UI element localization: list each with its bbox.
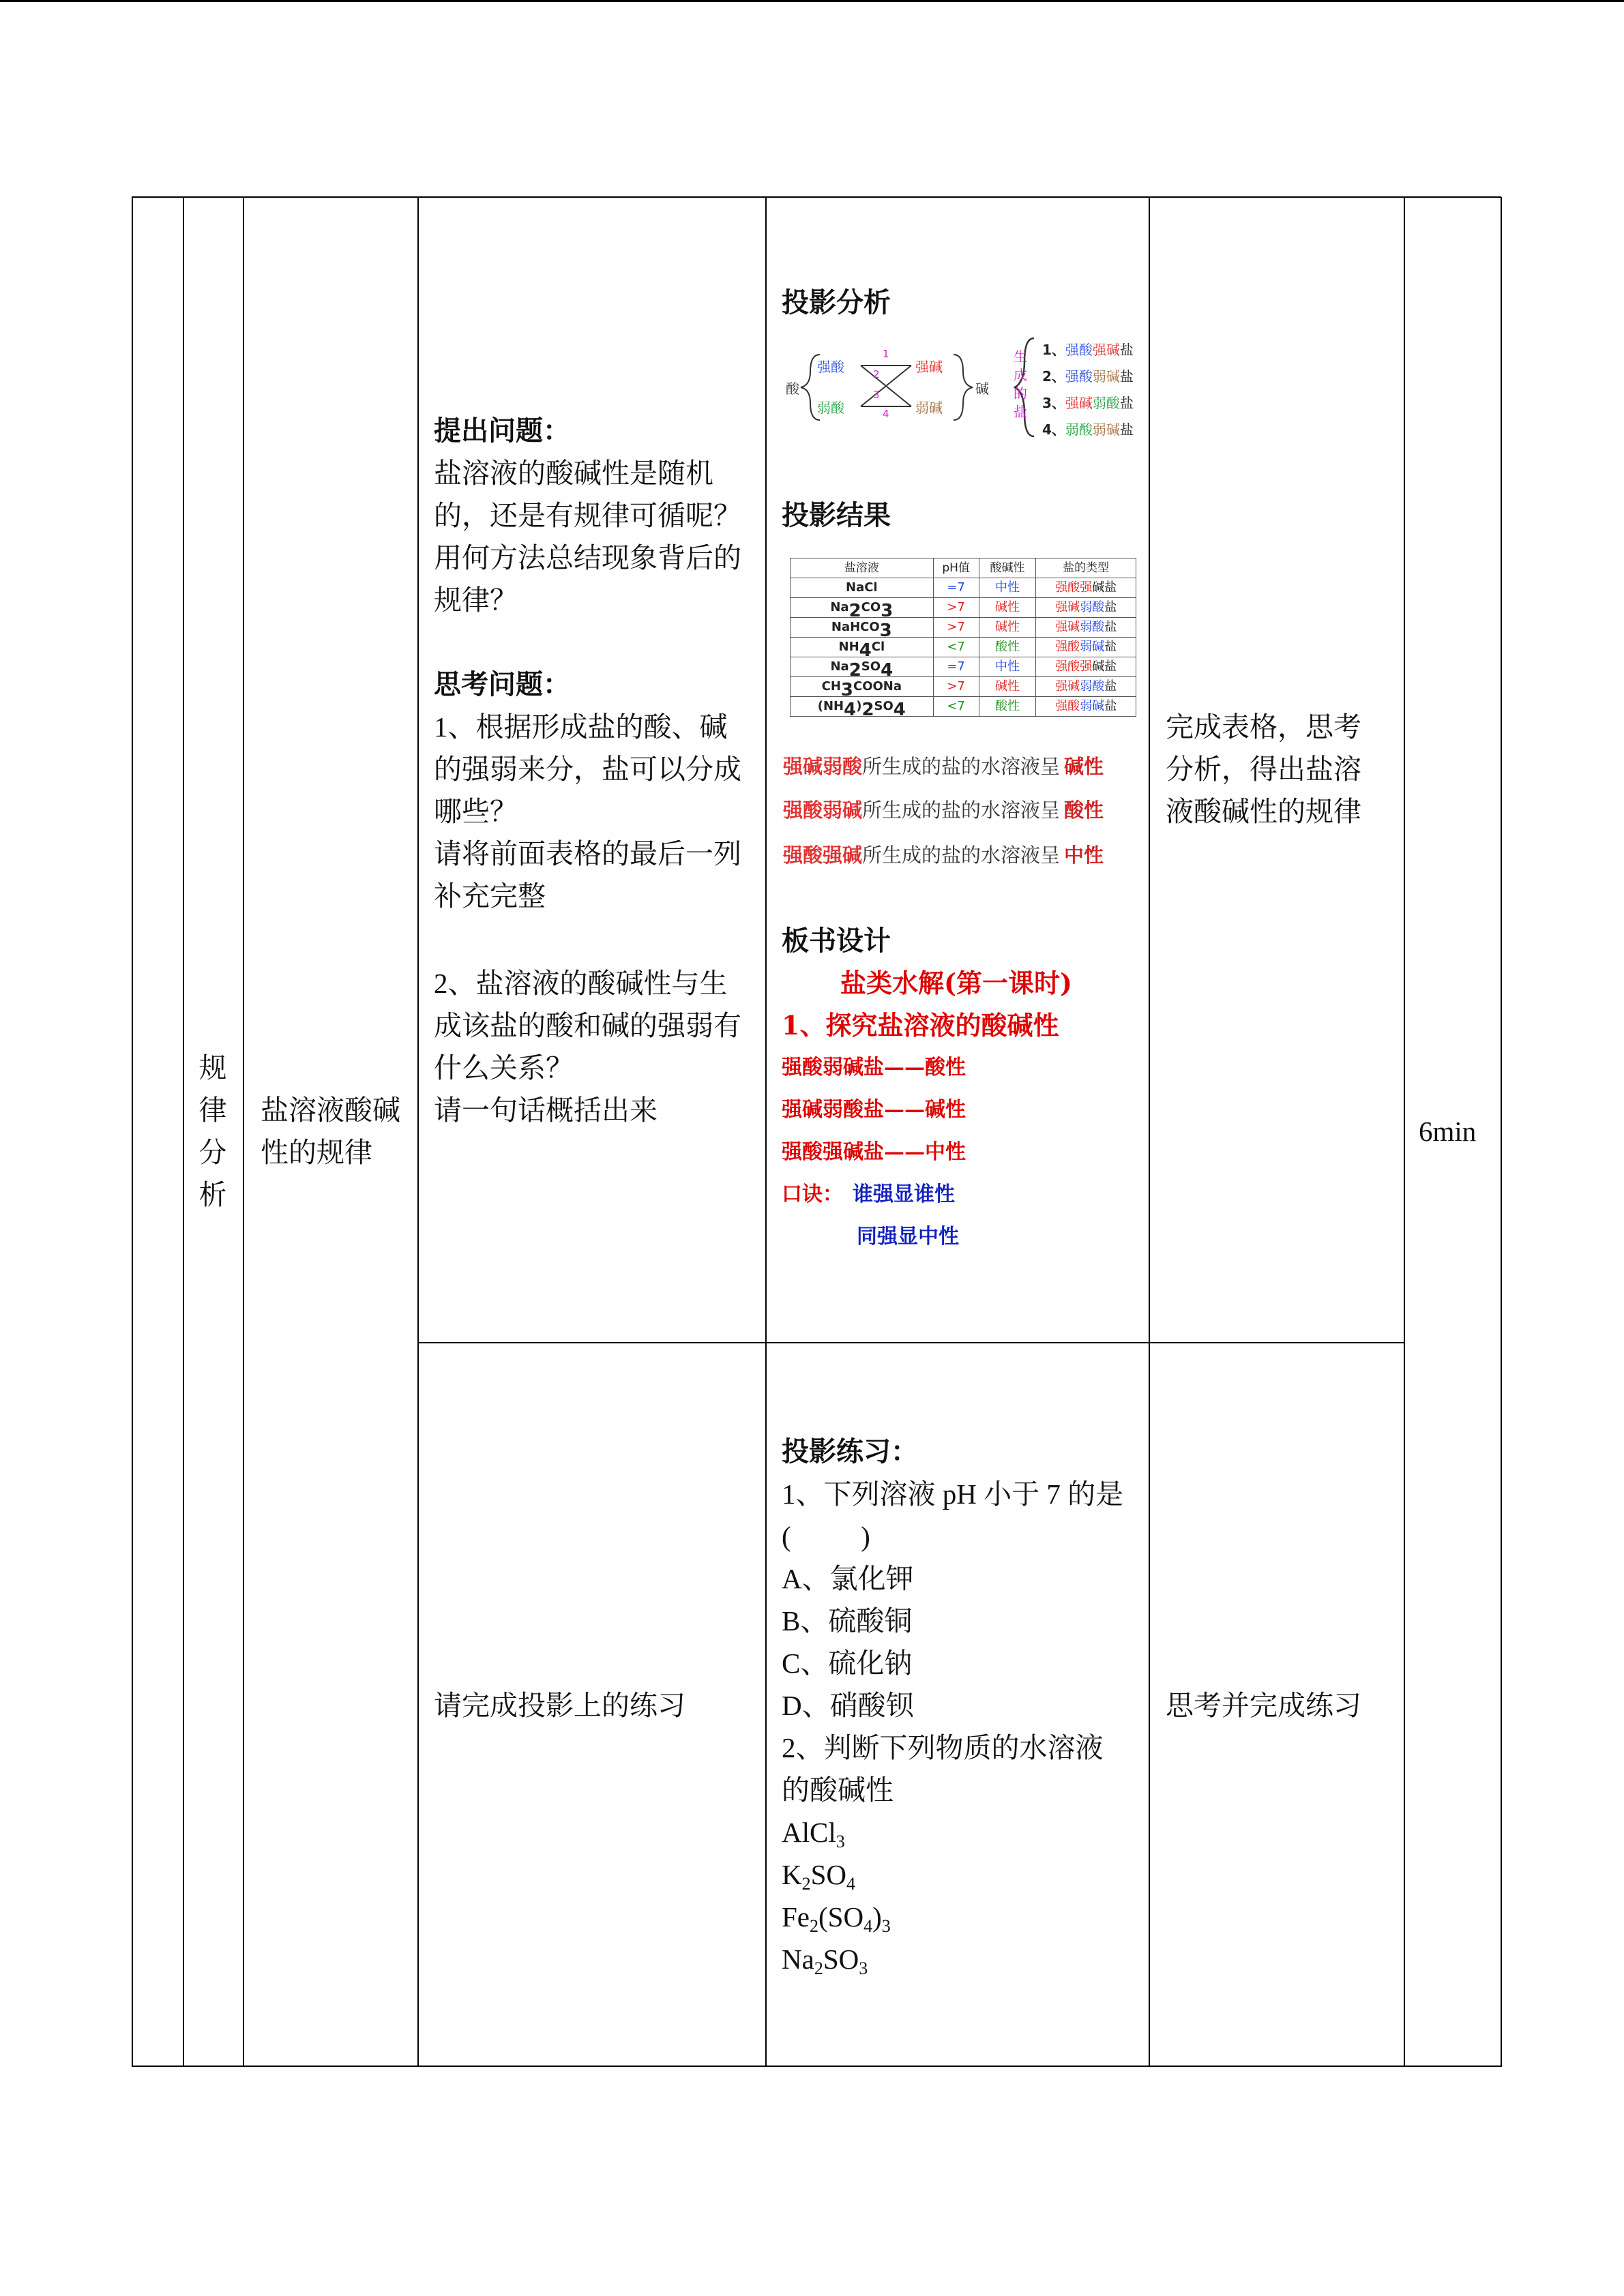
phase-label: 规 律 分 析 (198, 1052, 227, 1210)
student-line: 液酸碱性的规律 (1166, 796, 1361, 827)
answer-blank: ( ) (782, 1521, 870, 1552)
exercise-question-1: 1、下列溶液 pH 小于 7 的是 (782, 1478, 1124, 1510)
exercise-question-2: 2、判断下列物质的水溶液 (782, 1732, 1104, 1763)
exercise-option: C、硫化钠 (782, 1648, 913, 1679)
thinking-line: 的强弱来分，盐可以分成 (434, 754, 741, 785)
student-line: 完成表格，思考 (1166, 711, 1361, 743)
question-line: 用何方法总结现象背后的 (434, 542, 741, 573)
board-item: 强酸强碱盐——中性 (782, 1140, 966, 1164)
salt-type-list (1042, 337, 1134, 443)
thinking-heading: 思考问题： (434, 669, 570, 700)
table-header: pH值 (933, 558, 979, 578)
salt-type-item: 3、强碱弱酸盐 (1042, 395, 1134, 411)
student-activity-2: 思考并完成练习 (1166, 1690, 1361, 1721)
weak-base-label: 弱碱 (915, 400, 943, 416)
col-border-7 (1501, 197, 1502, 2067)
student-line: 分析，得出盐溶 (1166, 754, 1361, 785)
col-border-5 (1149, 197, 1150, 2067)
table-row: NaCl =7 中性 强酸强碱盐 (791, 578, 1136, 598)
line-number: 4 (883, 408, 889, 420)
table-row: NaHCO$_3$ >7 碱性 强碱弱酸盐 (791, 618, 1136, 638)
teacher-activity-2: 请完成投影上的练习 (434, 1690, 685, 1721)
acid-label: 酸 (786, 381, 799, 397)
exercise-heading: 投影练习： (782, 1436, 918, 1467)
thinking-line: 1、根据形成盐的酸、碱 (434, 711, 728, 743)
rule-statement: 强碱弱酸所生成的盐的水溶液呈 碱性 (783, 755, 1104, 778)
rule-statement: 强酸强碱所生成的盐的水溶液呈 中性 (783, 844, 1104, 867)
line-number: 1 (883, 348, 889, 360)
weak-acid-label: 弱酸 (817, 400, 844, 416)
thinking-line: 哪些？ (434, 796, 518, 827)
base-label: 碱 (975, 381, 989, 397)
salt-label: 生 成 的 盐 (1014, 348, 1027, 420)
table-header: 盐溶液 (791, 558, 934, 578)
table-row: $Na_2CO_3$ >7 碱性 强碱弱酸盐 (791, 598, 1136, 618)
col-border-1 (183, 197, 184, 2067)
table-row: $Na_2SO_4$ =7 中性 强酸强碱盐 (791, 657, 1136, 677)
table-header: 盐的类型 (1036, 558, 1136, 578)
top-border (0, 0, 1624, 2)
board-subtitle: 1、探究盐溶液的酸碱性 (782, 1010, 1059, 1041)
table-row: $(NH_4)_2SO_4$ <7 酸性 强酸弱碱盐 (791, 697, 1136, 717)
exercise-option: B、硫酸铜 (782, 1605, 913, 1637)
strong-acid-label: 强酸 (817, 359, 844, 375)
formula-fe2so43: $Fe_2(SO_4)_3$ (782, 1901, 891, 1936)
thinking-line: 补充完整 (434, 880, 546, 912)
table-header: 酸碱性 (979, 558, 1036, 578)
table-top-border (132, 196, 820, 198)
formula-alcl3: AlCl$_3$ (782, 1817, 845, 1851)
motto-line-2: 同强显中性 (857, 1225, 959, 1249)
board-heading: 板书设计 (782, 925, 891, 957)
col-border-0 (132, 197, 133, 2067)
col-border-3 (417, 197, 419, 2067)
board-title: 盐类水解(第一课时) (840, 968, 1072, 998)
question-line: 盐溶液的酸碱性是随机 (434, 458, 713, 489)
col-border-2 (243, 197, 244, 2067)
thinking-line: 成该盐的酸和碱的强弱有 (434, 1010, 741, 1041)
salt-type-item: 4、弱酸弱碱盐 (1042, 421, 1134, 438)
topic-label: 盐溶液酸碱性的规律 (261, 1094, 400, 1168)
rule-statement: 强酸弱碱所生成的盐的水溶液呈 酸性 (783, 799, 1104, 822)
salt-type-item: 2、强酸弱碱盐 (1042, 368, 1134, 385)
table-header-row (791, 558, 1136, 578)
table-row: $CH_3COONa$ >7 碱性 强碱弱酸盐 (791, 677, 1136, 697)
exercise-question-2-cont: 的酸碱性 (782, 1774, 894, 1806)
analysis-heading: 投影分析 (782, 287, 891, 318)
question-line: 规律？ (434, 584, 518, 616)
projection-result-table (790, 558, 1136, 720)
motto-line: 口诀： 谁强显谁性 (782, 1182, 955, 1206)
board-item: 强酸弱碱盐——酸性 (782, 1056, 966, 1079)
salt-type-item: 1、强酸强碱盐 (1042, 342, 1134, 358)
table-bottom-border (132, 2066, 1502, 2067)
board-item: 强碱弱酸盐——碱性 (782, 1098, 966, 1122)
result-heading: 投影结果 (782, 500, 891, 531)
formula-na2so3: $Na_2SO_3$ (782, 1943, 868, 1978)
col-border-6 (1404, 197, 1405, 2067)
table-row: $NH_4Cl$ <7 酸性 强酸弱碱盐 (791, 638, 1136, 657)
thinking-line: 什么关系？ (434, 1052, 574, 1084)
row-divider (417, 1342, 1404, 1343)
strong-base-label: 强碱 (915, 359, 943, 375)
question-line: 的，还是有规律可循呢？ (434, 500, 741, 531)
formula-k2so4: $K_2SO_4$ (782, 1859, 856, 1894)
exercise-option: D、硝酸钡 (782, 1690, 914, 1721)
thinking-line: 请将前面表格的最后一列 (434, 838, 741, 869)
question-heading: 提出问题： (434, 415, 570, 447)
thinking-line: 2、盐溶液的酸碱性与生 (434, 968, 728, 999)
exercise-option: A、氯化钾 (782, 1563, 914, 1594)
table-top-border-2 (820, 196, 1501, 198)
time-label: 6min (1419, 1116, 1477, 1147)
thinking-line: 请一句话概括出来 (434, 1094, 658, 1126)
line-number: 3 (873, 389, 880, 401)
line-number: 2 (873, 368, 880, 381)
col-border-4 (765, 197, 767, 2067)
